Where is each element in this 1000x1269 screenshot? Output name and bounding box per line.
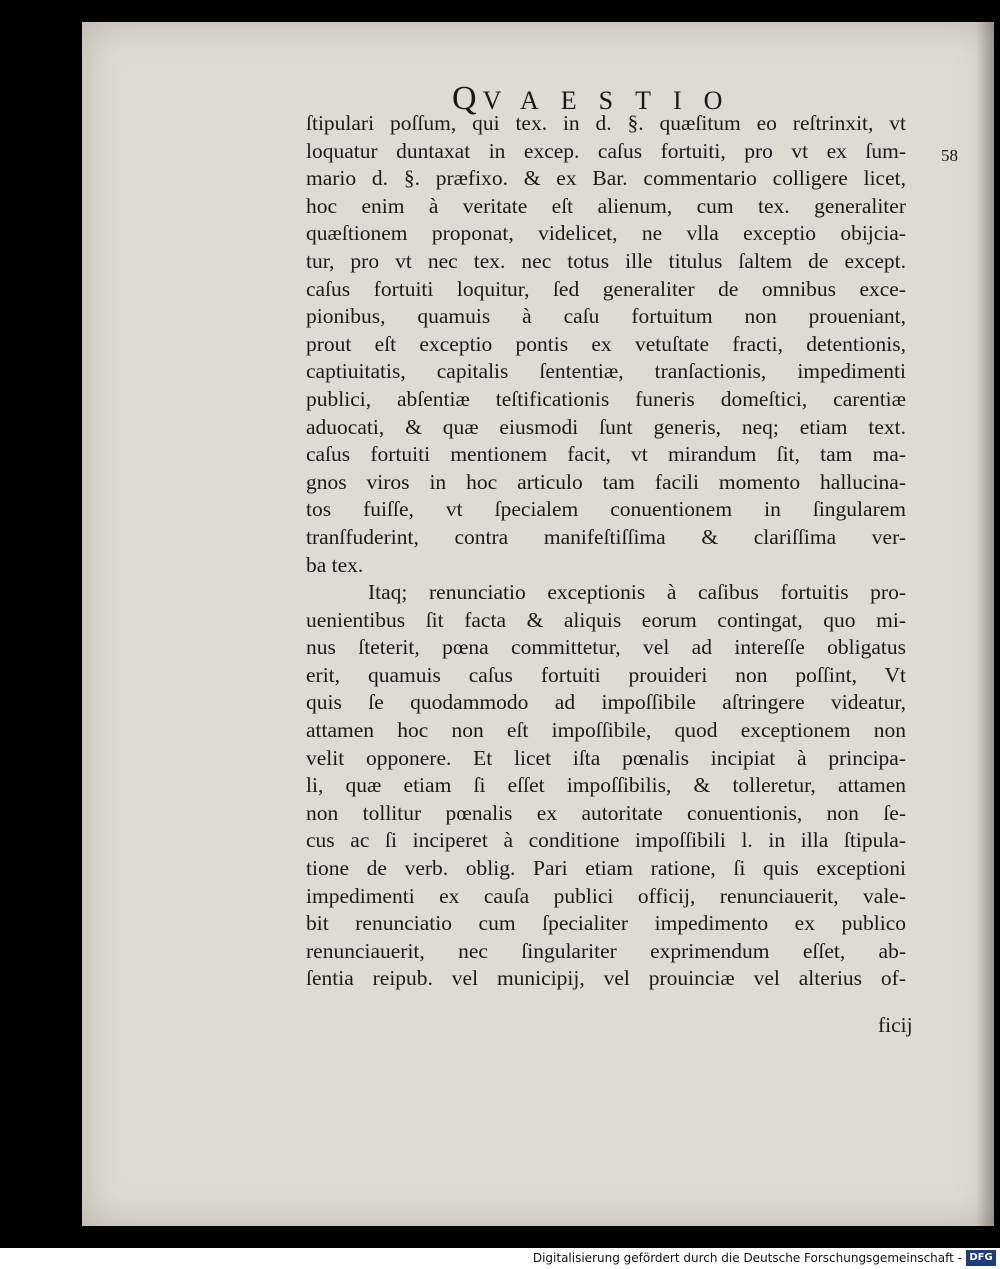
paragraph-start-line: Itaq; renunciatio exceptionis à caſibus fortuitis pro- <box>368 580 906 605</box>
text-line: ba tex. <box>306 552 364 577</box>
dfg-logo-icon[interactable]: DFG <box>966 1250 996 1266</box>
text-line: caſus fortuiti mentionem facit, vt mirandum ſit, tam ma- <box>306 442 906 467</box>
text-line: caſus fortuiti loquitur, ſed generaliter de omnibus exce- <box>306 276 906 301</box>
text-line: hoc enim à veritate eſt alienum, cum tex. generaliter <box>306 193 906 218</box>
text-line: renunciauerit, nec ſingulariter exprimendum eſſet, ab- <box>306 938 906 963</box>
page-edge-shadow <box>976 22 994 1226</box>
text-line: velit opponere. Et licet iſta pœnalis incipiat à principa- <box>306 745 906 770</box>
text-line: prout eſt exceptio pontis ex vetuſtate fracti, detentionis, <box>306 331 906 356</box>
text-line: aduocati, & quæ eiusmodi ſunt generis, neq; etiam text. <box>306 414 906 439</box>
text-line: tos fuiſſe, vt ſpecialem conuentionem in ſingularem <box>306 497 906 522</box>
text-line: tur, pro vt nec tex. nec totus ille titulus ſaltem de except. <box>306 248 906 273</box>
text-line: publici, abſentiæ teſtificationis funeris domeſtici, carentiæ <box>306 386 906 411</box>
text-line: li, quæ etiam ſi eſſet impoſſibilis, & tolleretur, attamen <box>306 773 906 798</box>
catchword: ficij <box>878 1013 913 1037</box>
text-line: bit renunciatio cum ſpecialiter impedimento ex publico <box>306 911 906 936</box>
body-text <box>306 110 906 993</box>
text-line: ſentia reipub. vel municipij, vel prouinciæ vel alterius of- <box>306 966 906 991</box>
text-line: tione de verb. oblig. Pari etiam ratione, ſi quis exceptioni <box>306 856 906 881</box>
text-line: gnos viros in hoc articulo tam facili momento hallucina- <box>306 469 906 494</box>
text-line: impedimenti ex cauſa publici officij, renunciauerit, vale- <box>306 883 906 908</box>
text-line: pionibus, quamuis à caſu fortuitum non proueniant, <box>306 304 906 329</box>
text-line: nus ſteterit, pœna committetur, vel ad intereſſe obligatus <box>306 635 906 660</box>
text-line: ſtipulari poſſum, qui tex. in d. §. quæſitum eo reſtrinxit, vt <box>306 111 906 135</box>
funding-credit: Digitalisierung gefördert durch die Deutsche Forschungsgemeinschaft - <box>532 1251 962 1265</box>
text-line: loquatur duntaxat in excep. caſus fortuiti, pro vt ex ſum- <box>306 138 906 163</box>
text-line: erit, quamuis caſus fortuiti prouideri non poſſint, Vt <box>306 662 906 687</box>
running-head-text: VAESTIO <box>482 86 745 115</box>
text-line: quis ſe quodammodo ad impoſſibile aſtringere videatur, <box>306 690 906 715</box>
text-line: cus ac ſi inciperet à conditione impoſſibili l. in illa ſtipula- <box>306 828 906 853</box>
text-line: uenientibus ſit facta & aliquis eorum contingat, quo mi- <box>306 607 906 632</box>
text-line: captiuitatis, capitalis ſententiæ, tranſactionis, impedimenti <box>306 359 906 384</box>
page-number: 58 <box>941 146 958 165</box>
running-head-initial: Q <box>452 80 483 117</box>
text-line: tranſfuderint, contra manifeſtiſſima & clariſſima ver- <box>306 524 906 549</box>
text-line: attamen hoc non eſt impoſſibile, quod exceptionem non <box>306 718 906 743</box>
text-line: mario d. §. præfixo. & ex Bar. commentario colligere licet, <box>306 166 906 191</box>
text-line: non tollitur pœnalis ex autoritate conuentionis, non ſe- <box>306 800 906 825</box>
footer-bar <box>0 1248 1000 1269</box>
text-line: quæſtionem proponat, videlicet, ne vlla exceptio obijcia- <box>306 221 906 246</box>
